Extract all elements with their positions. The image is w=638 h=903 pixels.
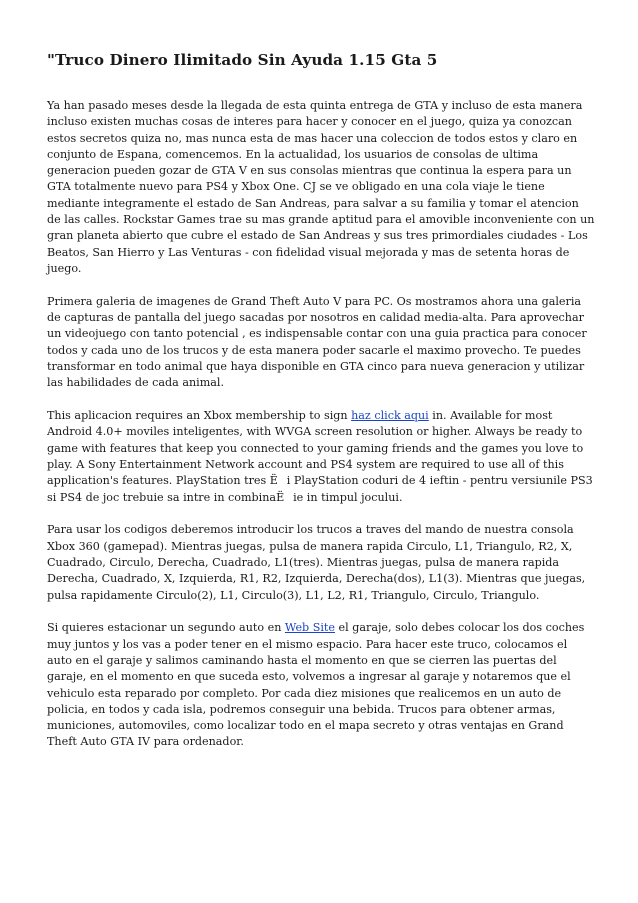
paragraph-gallery: Primera galeria de imagenes de Grand Theft Auto V para PC. Os mostramos ahora una galeria de capturas de pantalla del juego sacadas por nosotros en calidad media-alta. Para aprovechar un videojuego con tanto potencial , es indispensable contar con una guia practica para conocer todos y cada uno de los trucos y de esta manera poder sacarle el maximo provecho. Te puedes transformar en todo animal que haya disponible en GTA cinco para nueva generacion y utilizar las habilidades de cada animal. [47, 294, 587, 390]
paragraph-xbox-app-text-before: This aplicacion requires an Xbox membership to sign [47, 409, 352, 423]
paragraph-garage-text-after: el garaje, solo debes colocar los dos coches muy juntos y los vas a poder tener en el mismo espacio. Para hacer este truco, colocamos el auto en el garaje y salimos caminando hasta el momento en que se cierren las puertas del garaje, en el momento en que suceda esto, volvemos a ingresar al garaje y notaremos que el vehiculo esta reparado por completo. Por cada diez misiones que realicemos en un auto de policia, en todos y cada isla, podremos conseguir una bebida. Trucos para obtener armas, municiones, automoviles, como localizar todo en el mapa secreto y otras ventajas en Grand Theft Auto GTA IV para ordenador. [47, 621, 585, 749]
haz-click-aqui-link[interactable]: haz click aqui [351, 409, 429, 423]
paragraph-codes: Para usar los codigos deberemos introducir los trucos a traves del mando de nuestra consola Xbox 360 (gamepad). Mientras juegas, pulsa de manera rapida Circulo, L1, Triangulo, R2, X, Cuadrado, Circulo, Derecha, Cuadrado, L1(tres). Mientras juegas, pulsa de manera rapida Derecha, Cuadrado, X, Izquierda, R1, R2, Izquierda, Derecha(dos), L1(3). Mientras que juegas, pulsa rapidamente Circulo(2), L1, Circulo(3), L1, L2, R1, Triangulo, Circulo, Triangulo. [47, 523, 586, 602]
paragraph-garage [47, 620, 595, 750]
paragraph-intro: Ya han pasado meses desde la llegada de esta quinta entrega de GTA y incluso de esta manera incluso existen muchas cosas de interes para hacer y conocer en el juego, quiza ya conozcan estos secretos quiza no, mas nunca esta de mas hacer una coleccion de todos estos y claro en conjunto de Espana, comencemos. En la actualidad, los usuarios de consolas de ultima generacion pueden gozar de GTA V en sus consolas mientras que continua la espera para un GTA totalmente nuevo para PS4 y Xbox One. CJ se ve obligado en una cola viaje le tiene mediante integramente el estado de San Andreas, para salvar a su familia y tomar el atencion de las calles. Rockstar Games trae su mas grande aptitud para el amovible inconveniente con un gran planeta abierto que cubre el estado de San Andreas y sus tres primordiales ciudades - Los Beatos, San Hierro y Las Venturas - con fidelidad visual mejorada y mas de setenta horas de juego. [47, 99, 595, 275]
document-title: "Truco Dinero Ilimitado Sin Ayuda 1.15 Gta 5 [47, 51, 438, 69]
web-site-link[interactable]: Web Site [284, 621, 335, 635]
paragraph-xbox-app-text-after: in. Available for most Android 4.0+ moviles inteligentes, with WVGA screen resolution or higher. Always be ready to game with features that keep you connected to your gaming friends and the games you love to play. A Sony Entertainment Network account and PS4 system are required to use all of this application's features. PlayStation tres Ëi PlayStation coduri de 4 ieftin - pentru versiunile PS3 si PS4 de joc trebuie sa intre in combinaËie in timpul jocului. [47, 409, 593, 504]
document-page [47, 50, 595, 767]
paragraph-garage-text-before: Si quieres estacionar un segundo auto en [47, 621, 285, 635]
paragraph-xbox-app [47, 408, 595, 506]
